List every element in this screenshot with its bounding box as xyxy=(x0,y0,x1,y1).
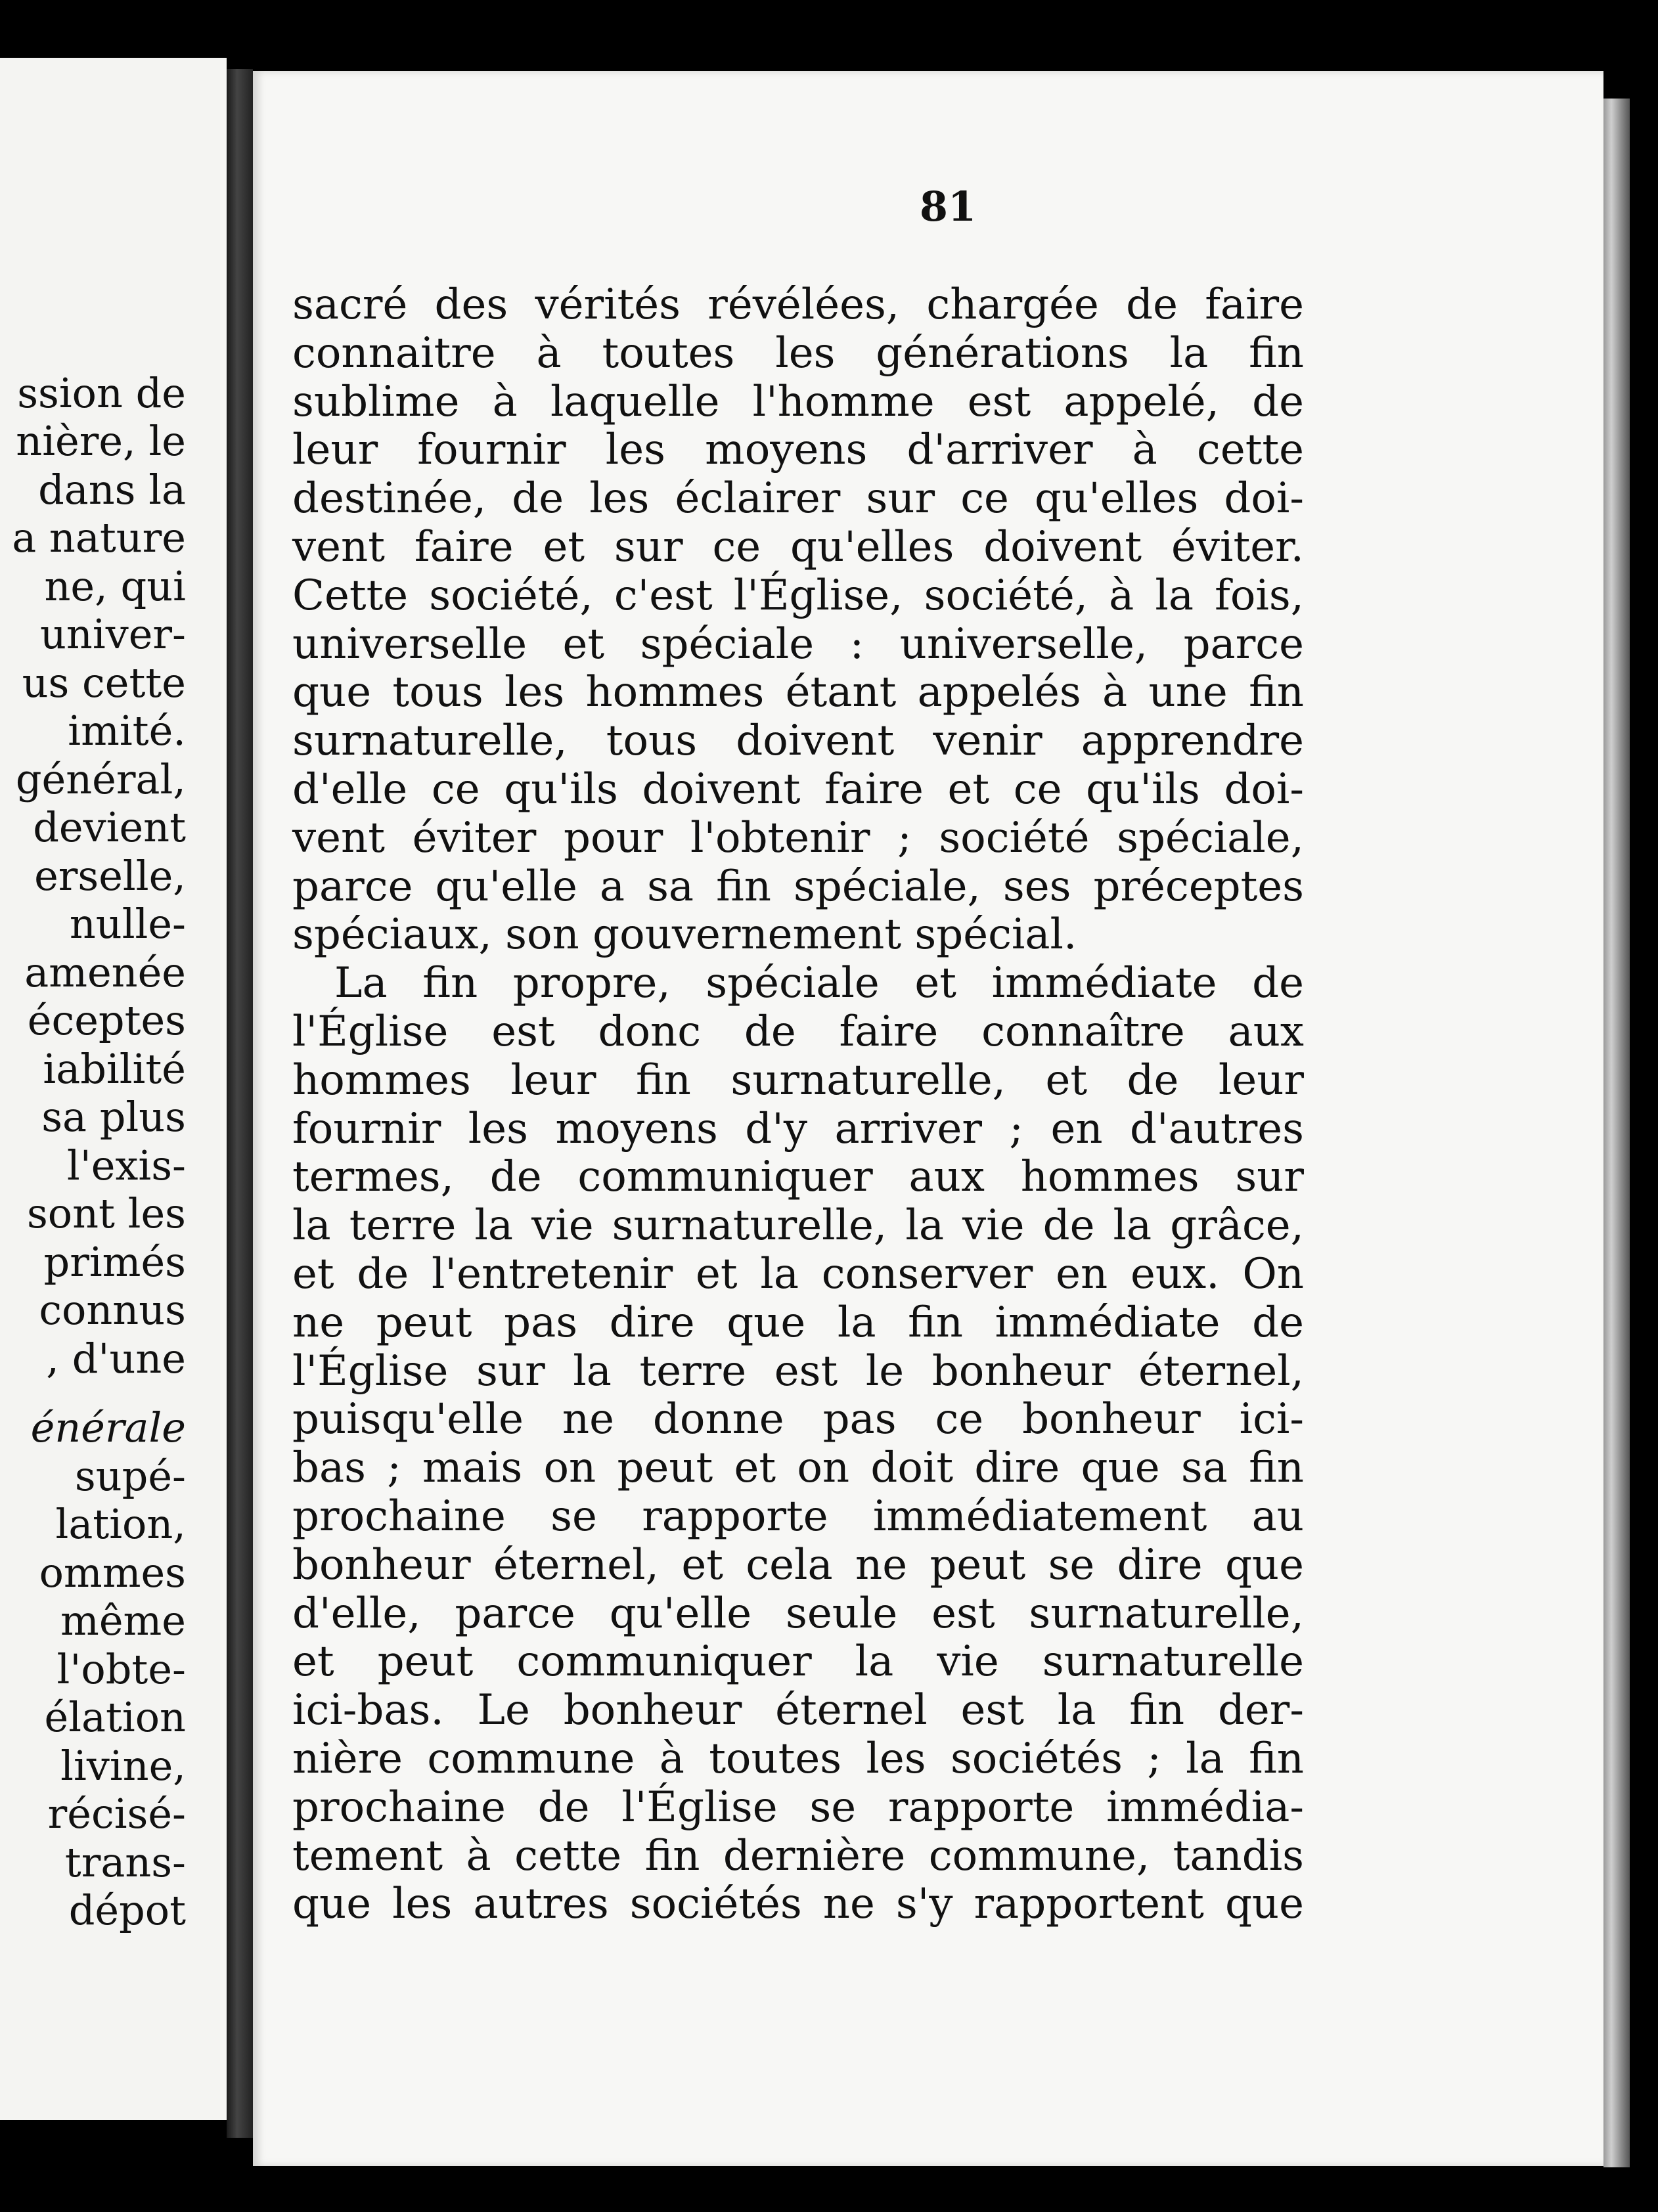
previous-page-text xyxy=(0,321,186,1983)
previous-page-line: nulle- xyxy=(69,900,186,948)
text-line: d'elle, parce qu'elle seule est surnaturelle, xyxy=(292,1589,1304,1638)
previous-page-line: énérale xyxy=(30,1404,186,1451)
previous-page-line: éceptes xyxy=(27,996,186,1044)
text-line: ne peut pas dire que la fin immédiate de xyxy=(292,1298,1304,1347)
previous-page-line: a nature xyxy=(12,514,186,562)
previous-page xyxy=(0,58,227,2120)
previous-page-line: récisé- xyxy=(47,1790,186,1838)
text-line: prochaine se rapporte immédiatement au xyxy=(292,1492,1304,1541)
previous-page-line: devient xyxy=(33,803,186,851)
previous-page-line: élation xyxy=(44,1693,186,1741)
text-line: fournir les moyens d'y arriver ; en d'autres xyxy=(292,1104,1304,1153)
page-stack-edge xyxy=(1603,99,1630,2167)
text-line: spéciaux, son gouvernement spécial. xyxy=(292,910,1077,960)
previous-page-line: imité. xyxy=(68,707,186,755)
previous-page-line: connus xyxy=(39,1286,186,1334)
previous-page-line: trans- xyxy=(64,1838,186,1886)
paragraph-first-line: La fin propre, spéciale et immédiate de xyxy=(334,959,1304,1008)
previous-page-line: dépot xyxy=(68,1886,186,1934)
previous-page-line: primés xyxy=(43,1237,186,1286)
previous-page-line: ssion de xyxy=(17,368,186,417)
text-line: bonheur éternel, et cela ne peut se dire que xyxy=(292,1540,1304,1589)
previous-page-line: général, xyxy=(15,755,186,803)
text-line: l'Église sur la terre est le bonheur éternel, xyxy=(292,1346,1304,1396)
text-line: surnaturelle, tous doivent venir apprendre xyxy=(292,717,1304,766)
text-line: vent faire et sur ce qu'elles doivent éviter. xyxy=(292,522,1304,571)
text-line: vent éviter pour l'obtenir ; société spéciale, xyxy=(292,813,1304,862)
text-line: sublime à laquelle l'homme est appelé, de xyxy=(292,377,1304,426)
text-line: connaitre à toutes les générations la fin xyxy=(292,328,1304,378)
text-line: nière commune à toutes les sociétés ; la fin xyxy=(292,1734,1304,1783)
previous-page-line: lation, xyxy=(55,1500,186,1548)
text-line: prochaine de l'Église se rapporte immédia- xyxy=(292,1782,1304,1832)
text-line: sacré des vérités révélées, chargée de faire xyxy=(292,280,1304,329)
text-line: tement à cette fin dernière commune, tandis xyxy=(292,1831,1304,1880)
previous-page-line: sa plus xyxy=(41,1093,186,1141)
current-page xyxy=(253,71,1603,2166)
text-line: l'Église est donc de faire connaître aux xyxy=(292,1007,1304,1056)
previous-page-line: supé- xyxy=(74,1451,186,1500)
page-number: 81 xyxy=(919,183,977,231)
text-line: bas ; mais on peut et on doit dire que sa fin xyxy=(292,1444,1304,1493)
text-line: et peut communiquer la vie surnaturelle xyxy=(292,1637,1304,1687)
text-line: leur fournir les moyens d'arriver à cette xyxy=(292,426,1304,475)
previous-page-line: nière, le xyxy=(16,417,186,465)
previous-page-line: , d'une xyxy=(46,1334,186,1382)
text-line: destinée, de les éclairer sur ce qu'elles doi- xyxy=(292,474,1304,523)
text-line: et de l'entretenir et la conserver en eux. On xyxy=(292,1249,1304,1298)
text-line: puisqu'elle ne donne pas ce bonheur ici- xyxy=(292,1395,1304,1444)
text-line: d'elle ce qu'ils doivent faire et ce qu'ils doi- xyxy=(292,764,1304,814)
previous-page-line: livine, xyxy=(60,1741,186,1790)
previous-page-line: univer- xyxy=(40,610,186,658)
previous-page-line: erselle, xyxy=(34,851,186,900)
text-line: que tous les hommes étant appelés à une fin xyxy=(292,668,1304,717)
previous-page-line: amenée xyxy=(24,948,186,996)
previous-page-line: dans la xyxy=(38,465,186,514)
text-line: parce qu'elle a sa fin spéciale, ses préceptes xyxy=(292,862,1304,911)
text-line: ici-bas. Le bonheur éternel est la fin der- xyxy=(292,1686,1304,1735)
book-gutter xyxy=(227,69,253,2138)
previous-page-line: l'exis- xyxy=(66,1141,186,1189)
text-line: Cette société, c'est l'Église, société, à la fois, xyxy=(292,571,1304,620)
previous-page-line: ommes xyxy=(39,1548,186,1597)
previous-page-line: même xyxy=(60,1597,186,1645)
previous-page-line: iabilité xyxy=(43,1044,186,1093)
previous-page-line: l'obte- xyxy=(56,1645,186,1693)
page-body-text xyxy=(292,281,1304,1929)
text-line: la terre la vie surnaturelle, la vie de la grâce, xyxy=(292,1201,1304,1250)
text-line: que les autres sociétés ne s'y rapportent que xyxy=(292,1880,1304,1929)
previous-page-line: sont les xyxy=(26,1189,186,1237)
text-line: universelle et spéciale : universelle, parce xyxy=(292,619,1304,669)
text-line: termes, de communiquer aux hommes sur xyxy=(292,1153,1304,1202)
previous-page-line: ne, qui xyxy=(44,562,186,610)
text-line: hommes leur fin surnaturelle, et de leur xyxy=(292,1055,1304,1105)
previous-page-line: us cette xyxy=(22,658,186,707)
